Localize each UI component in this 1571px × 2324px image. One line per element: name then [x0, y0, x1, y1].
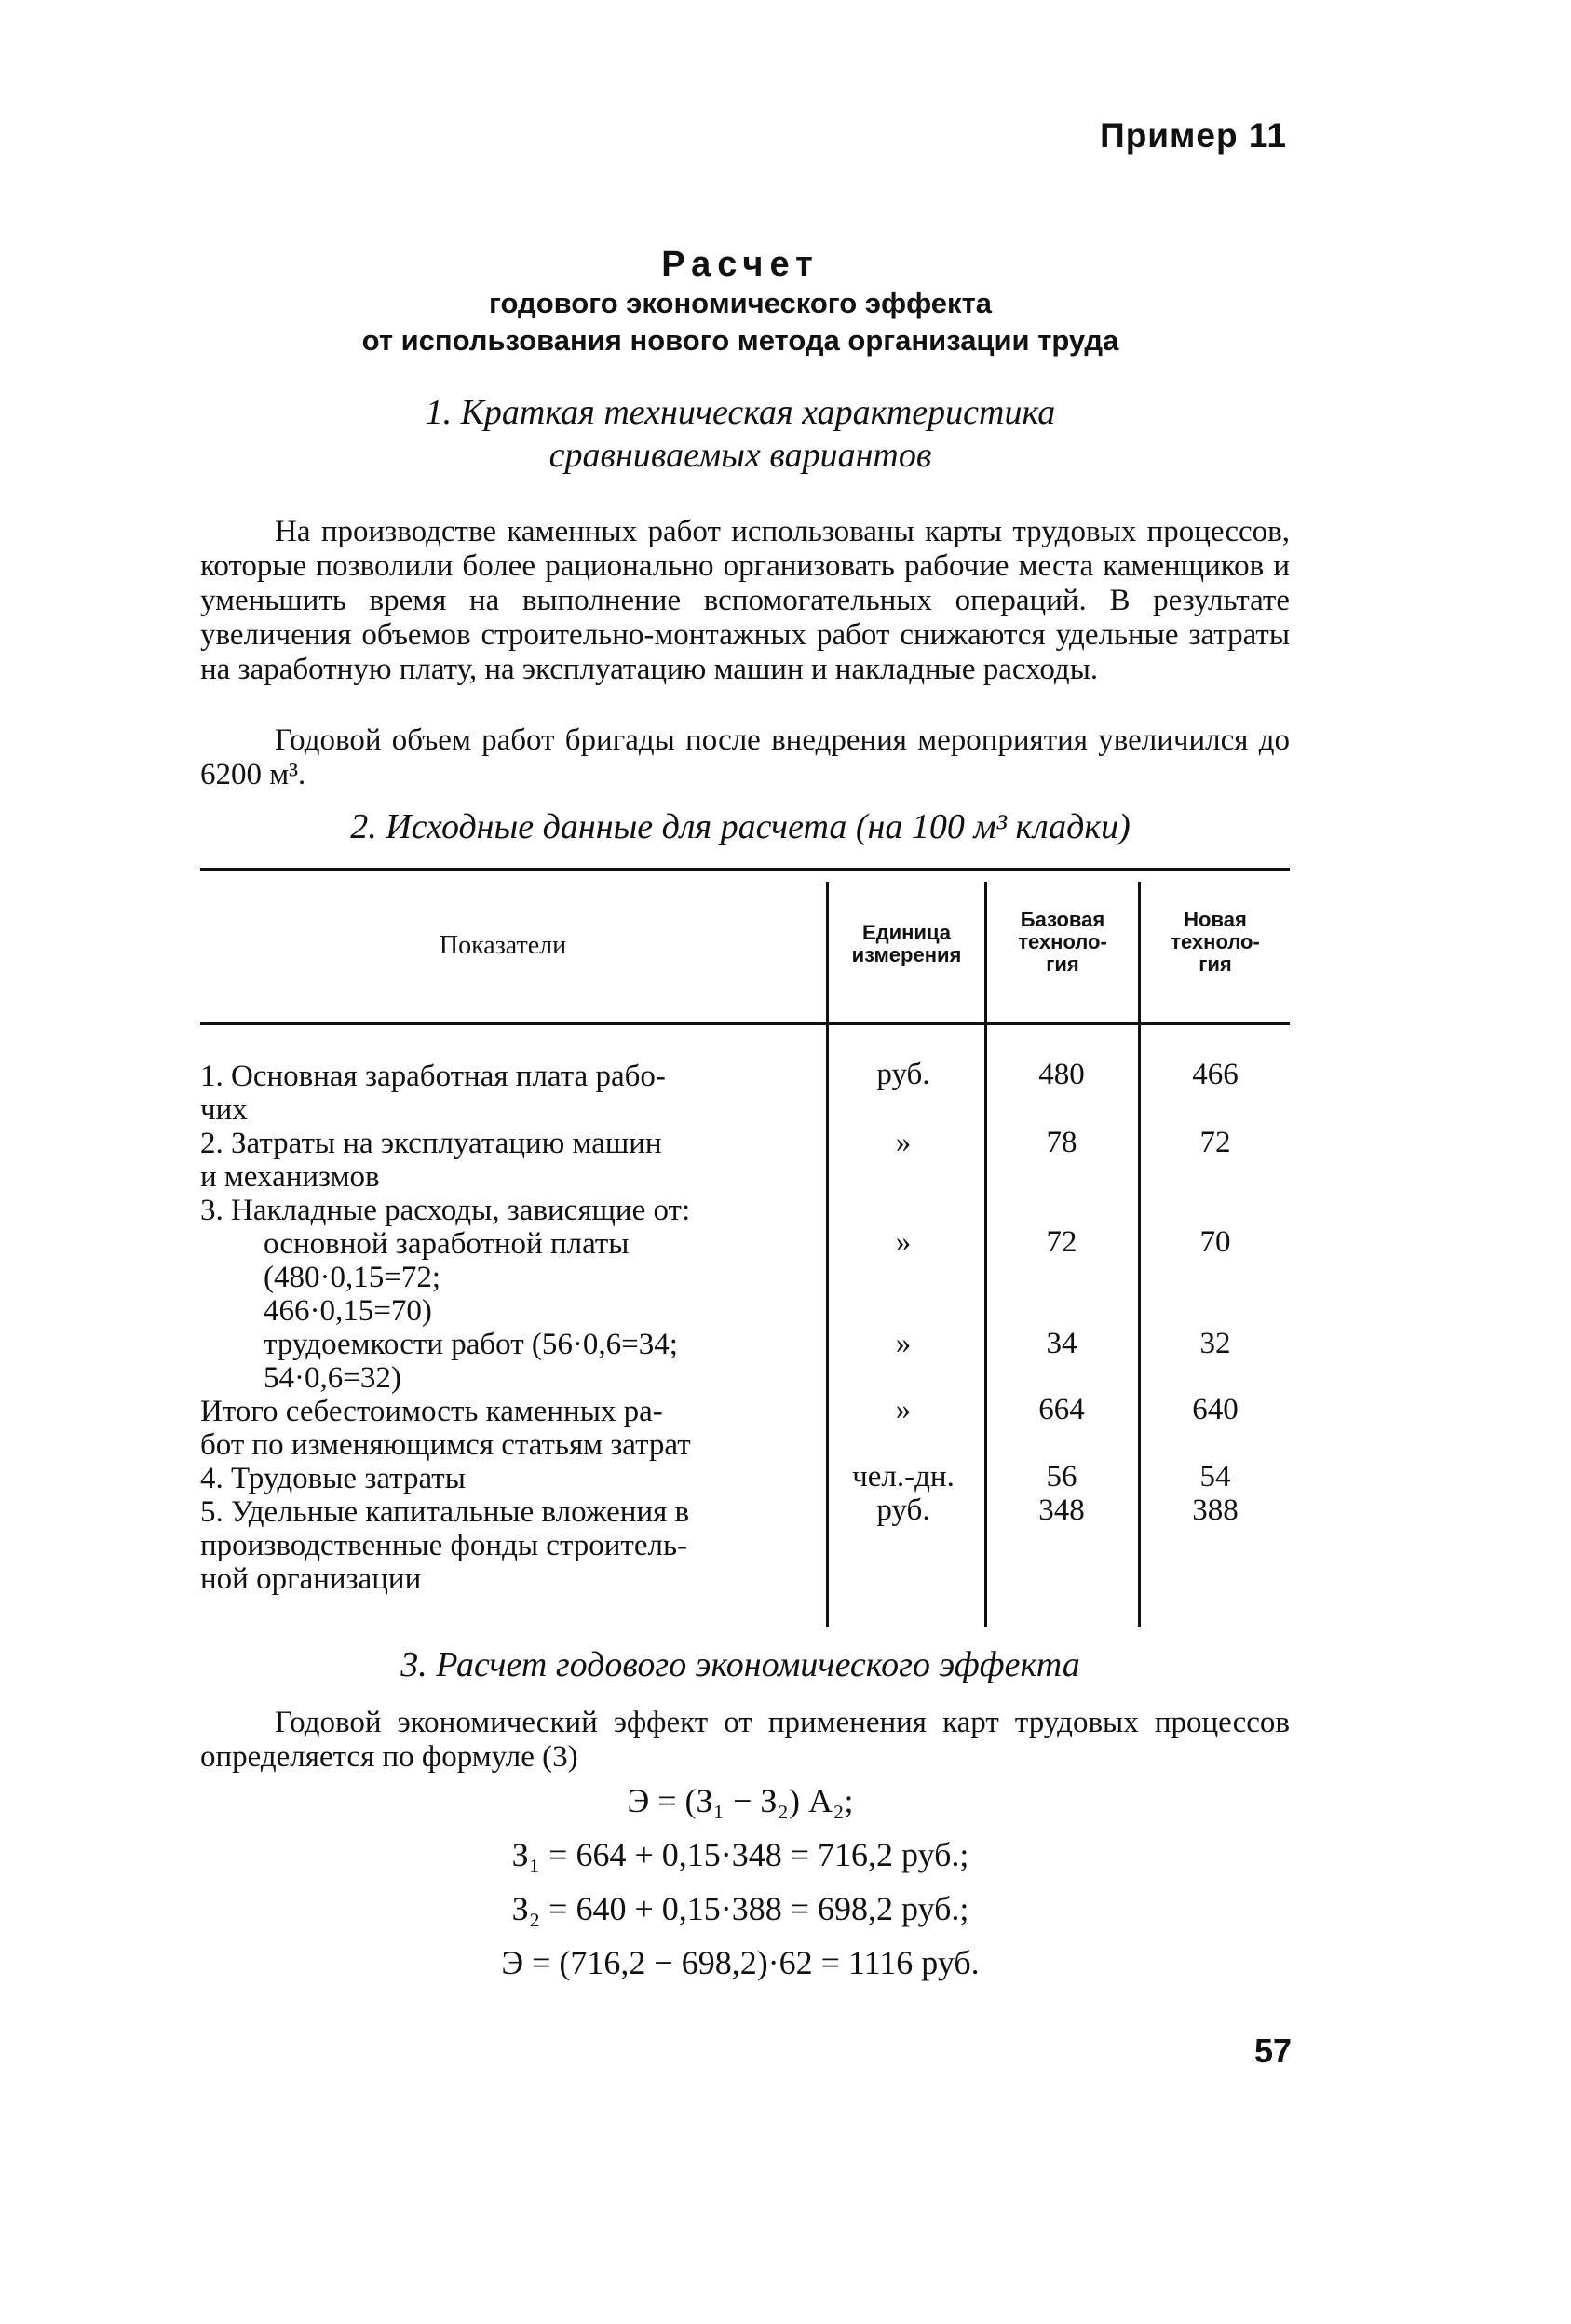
table-row-1-unit: руб.: [876, 1058, 930, 1091]
table-row-3a-line1: основной заработной платы: [264, 1227, 630, 1261]
section3-title: 3. Расчет годового экономического эффекта: [400, 1645, 1080, 1684]
table-row-4-line1: 4. Трудовые затраты: [200, 1462, 466, 1495]
table-row-4-unit: чел.-дн.: [852, 1460, 955, 1493]
table-row-2-line1: 2. Затраты на эксплуатацию машин: [200, 1127, 662, 1160]
section1-paragraph2: [200, 723, 1290, 792]
table-row-1-line2: чих: [200, 1093, 248, 1127]
table-row-5-line1: 5. Удельные капитальные вложения в: [200, 1495, 690, 1529]
example-label: Пример 11: [1100, 116, 1287, 155]
section1-paragraph2-text: Годовой объем работ бригады после внедрения мероприятия увеличился до 6200 м³.: [200, 723, 1290, 791]
table-row-5-unit: руб.: [876, 1493, 930, 1527]
table-row-total-name: [200, 1395, 806, 1462]
table-row-total-base: 664: [1038, 1393, 1085, 1426]
document-heading: [200, 244, 1280, 359]
table-row-2-base: 78: [1046, 1126, 1077, 1159]
formula-2: З₁ = 664 + 0,15·348 = 716,2 руб.;: [511, 1836, 969, 1873]
table-row-3b-base: 34: [1046, 1327, 1077, 1360]
section2-title: 2. Исходные данные для расчета (на 100 м³ кладки): [350, 807, 1131, 846]
data-table: [200, 858, 1290, 1631]
table-row-3a-base: 72: [1046, 1225, 1077, 1259]
table-row-5-line2: производственные фонды строитель-: [200, 1529, 688, 1562]
table-row-3-line1: 3. Накладные расходы, зависящие от:: [200, 1194, 691, 1227]
table-row-3b-unit: »: [895, 1327, 912, 1360]
table-row-5-new: 388: [1192, 1493, 1239, 1527]
header-unit-line1: Единица: [861, 921, 951, 944]
header-unit-line2: измерения: [851, 943, 962, 966]
header-new-line1: Новая: [1184, 908, 1247, 931]
table-row-4-name: [200, 1462, 806, 1495]
formula-1: Э = (З₁ − З₂) А₂;: [627, 1782, 854, 1819]
table-row-1-base: 480: [1038, 1058, 1085, 1091]
section3-paragraph-text: Годовой экономический эффект от применения карт трудовых процессов определяется по формуле (3): [200, 1706, 1290, 1774]
header-new-line2: техноло-: [1171, 930, 1260, 953]
formula-3: З₂ = 640 + 0,15·388 = 698,2 руб.;: [511, 1890, 969, 1927]
header-new-line3: гия: [1199, 953, 1232, 976]
section1-paragraph1-text: На производстве каменных работ использованы карты трудовых процессов, которые позволили более рационально организовать рабочие места каменщиков и уменьшить время на выполнение вспомогательных операций. В результате увеличения объемов строительно-монтажных работ снижаются удельные затраты на заработную плату, на эксплуатацию машин и накладные расходы.: [200, 515, 1290, 686]
table-row-3b-new: 32: [1199, 1327, 1231, 1360]
heading-line-3: от использования нового метода организации труда: [361, 324, 1119, 357]
table-row-1-name: [200, 1060, 806, 1127]
table-row-3b-line1: трудоемкости работ (56·0,6=34;: [264, 1328, 678, 1361]
section3-paragraph: [200, 1706, 1290, 1775]
table-row-5-base: 348: [1038, 1493, 1085, 1527]
table-row-4-base: 56: [1046, 1460, 1077, 1493]
table-row-total-unit: »: [895, 1393, 912, 1426]
table-row-3a-new: 70: [1199, 1225, 1231, 1259]
header-base-line3: гия: [1046, 953, 1079, 976]
table-row-1-line1: 1. Основная заработная плата рабо-: [200, 1060, 666, 1093]
table-row-4-new: 54: [1199, 1460, 1231, 1493]
table-row-3a-unit: »: [895, 1225, 912, 1259]
table-row-2-name: [200, 1127, 806, 1194]
table-row-5-line3: ной организации: [200, 1562, 422, 1596]
section1-title-line1: 1. Краткая техническая характеристика: [425, 393, 1056, 432]
table-row-3b-name: [200, 1328, 806, 1395]
table-row-5-name: [200, 1495, 806, 1596]
header-base-line2: техноло-: [1018, 930, 1107, 953]
section1-title-line2: сравниваемых вариантов: [548, 436, 932, 475]
header-base: [987, 909, 1138, 976]
table-row-3a-line3: 466·0,15=70): [264, 1294, 432, 1328]
header-new: [1141, 909, 1290, 976]
table-row-total-line2: бот по изменяющимся статьям затрат: [200, 1428, 691, 1462]
table-row-2-line2: и механизмов: [200, 1160, 380, 1194]
header-unit: [829, 922, 984, 966]
header-base-line1: Базовая: [1020, 908, 1105, 931]
page-number: 57: [1253, 2032, 1292, 2070]
header-indicator: Показатели: [439, 931, 567, 960]
table-row-1-new: 466: [1192, 1058, 1239, 1091]
heading-main: Расчет: [661, 245, 819, 284]
table-row-3b-line2: 54·0,6=32): [264, 1361, 401, 1395]
table-row-2-unit: »: [895, 1126, 912, 1159]
heading-line-2: годового экономического эффекта: [489, 287, 992, 319]
section1-title: [200, 391, 1280, 477]
table-header-rule: [200, 1022, 1290, 1025]
table-row-2-new: 72: [1199, 1126, 1231, 1159]
table-row-total-line1: Итого себестоимость каменных ра-: [200, 1395, 663, 1428]
table-top-rule: [200, 868, 1290, 871]
table-row-3a-name: [200, 1227, 806, 1328]
table-row-3a-line2: (480·0,15=72;: [264, 1261, 441, 1294]
table-row-total-new: 640: [1192, 1393, 1239, 1426]
formula-4: Э = (716,2 − 698,2)·62 = 1116 руб.: [501, 1944, 980, 1981]
table-row-3-name: [200, 1194, 806, 1227]
section1-paragraph1: [200, 515, 1290, 687]
